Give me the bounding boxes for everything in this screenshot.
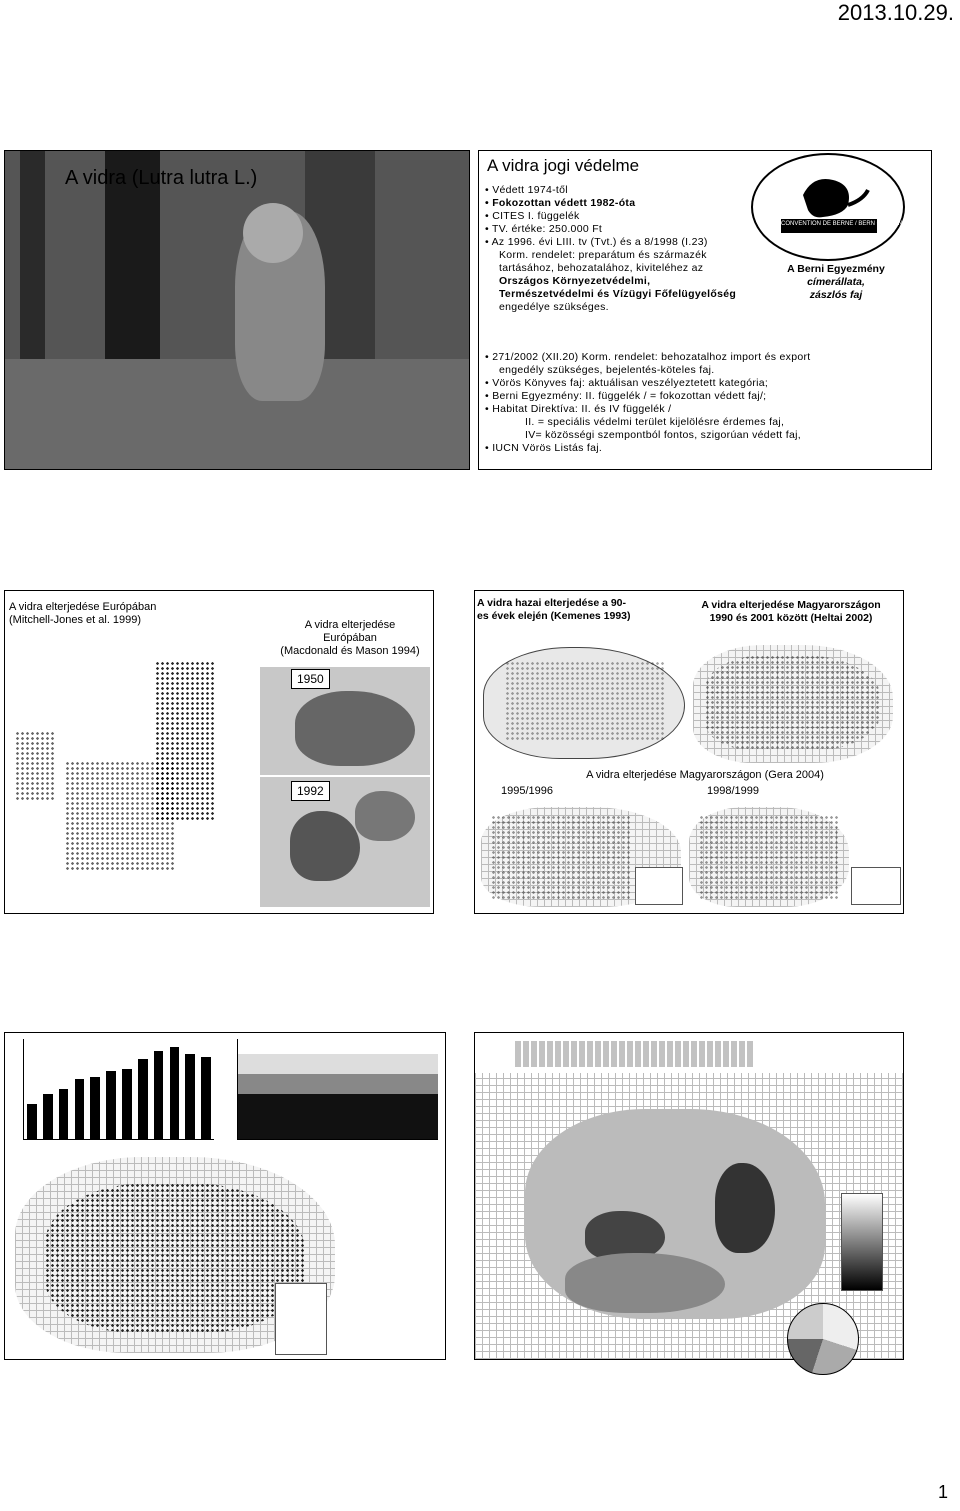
chart-header xyxy=(515,1041,755,1067)
bullet-line: engedélye szükséges. xyxy=(499,301,609,313)
bar xyxy=(106,1071,116,1139)
bullet-line: Országos Környezetvédelmi, xyxy=(499,275,651,287)
hungary-occurrence-dots xyxy=(505,661,665,741)
bullet-line: Korm. rendelet: preparátum és származék xyxy=(499,249,707,261)
period-label-2: 1998/1999 xyxy=(707,785,759,797)
hungary-caption-3: A vidra elterjedése Magyarországon (Gera 2004) xyxy=(586,769,824,781)
range-area xyxy=(355,791,415,841)
bar-chart xyxy=(23,1039,214,1140)
survey-occurrence-dots xyxy=(45,1183,305,1333)
bullet-list-2 xyxy=(485,351,925,455)
bullet-list xyxy=(485,184,755,314)
europe-caption-1 xyxy=(9,601,239,627)
hungary-caption-2 xyxy=(681,599,901,625)
otter-photo-slide xyxy=(4,150,470,470)
logo-text: CONVENTION DE BERNE / BERN CONVENTION xyxy=(781,221,917,227)
europe-occurrence-dots xyxy=(65,761,175,871)
density-hotspot xyxy=(715,1163,775,1253)
caption-line: A vidra elterjedése xyxy=(304,619,396,631)
hungary-caption-1 xyxy=(477,597,677,623)
bullet-item: • CITES I. függelék xyxy=(485,210,755,223)
bullet-line: engedély szükséges, bejelentés-köteles faj. xyxy=(499,364,715,376)
period-label-1: 1995/1996 xyxy=(501,785,553,797)
otter-logo-icon xyxy=(753,155,917,259)
forest-floor xyxy=(5,359,469,469)
bullet-line: II. = speciális védelmi terület kijelölésre érdemes faj, xyxy=(525,416,785,428)
caption-line: Európában xyxy=(323,632,377,644)
bar-series xyxy=(24,1039,214,1139)
year-label-1992: 1992 xyxy=(291,781,330,801)
bullet-item: • TV. értéke: 250.000 Ft xyxy=(485,223,755,236)
hungary-distribution-slide xyxy=(474,590,904,914)
bar xyxy=(170,1047,180,1139)
slide-title: A vidra jogi védelme xyxy=(487,156,640,175)
europe-occurrence-dots xyxy=(15,731,55,801)
map-legend xyxy=(851,867,901,905)
europe-caption-2 xyxy=(267,619,433,658)
bullet-line: tartásához, behozatalához, kiviteléhez az xyxy=(499,262,704,274)
density-area xyxy=(565,1253,725,1313)
bullet-line: IV= közösségi szempontból fontos, szigorúan védett faj, xyxy=(525,429,801,441)
hungary-occurrence-dots xyxy=(705,655,881,751)
bar xyxy=(201,1057,211,1139)
caption-line: (Mitchell-Jones et al. 1999) xyxy=(9,614,142,626)
stacked-area-mid xyxy=(238,1074,438,1094)
bullet-line: Természetvédelmi és Vízügyi Főfelügyelőség xyxy=(499,288,737,300)
caption-line: A vidra hazai elterjedése a 90- xyxy=(477,597,627,609)
map-legend xyxy=(635,867,683,905)
range-area xyxy=(290,811,360,881)
bar xyxy=(138,1059,148,1139)
bar xyxy=(90,1077,100,1139)
page-number: 1 xyxy=(937,1482,948,1502)
bullet-item: • Az 1996. évi LIII. tv (Tvt.) és a 8/1998 (I.23) xyxy=(485,236,755,249)
range-area xyxy=(295,691,415,766)
bullet-item: • Habitat Direktíva: II. és IV függelék / xyxy=(485,403,925,416)
bar xyxy=(59,1089,69,1139)
caption-line: A vidra elterjedése Magyarországon xyxy=(701,599,881,611)
caption-line: A vidra elterjedése Európában xyxy=(9,601,157,613)
bullet-item: • Berni Egyezmény: II. függelék / = fokozottan védett faj/; xyxy=(485,390,925,403)
europe-distribution-slide xyxy=(4,590,434,914)
stacked-area-light xyxy=(238,1054,438,1074)
slide-title: A vidra (Lutra lutra L.) xyxy=(65,167,258,189)
stacked-chart xyxy=(237,1039,438,1140)
caption-line: es évek elején (Kemenes 1993) xyxy=(477,610,631,622)
bullet-item: • Védett 1974-től xyxy=(485,184,755,197)
caption-line: címerállata, xyxy=(807,276,865,288)
stacked-area-dark xyxy=(238,1094,438,1139)
bullet-item: • 271/2002 (XII.20) Korm. rendelet: behozatalhoz import és export xyxy=(485,351,925,364)
density-legend xyxy=(841,1193,883,1291)
date-header: 2013.10.29. xyxy=(837,0,954,25)
bern-convention-logo xyxy=(751,153,917,261)
bullet-item: • Fokozottan védett 1982-óta xyxy=(485,197,755,210)
pie-chart xyxy=(787,1303,859,1375)
caption-line: A Berni Egyezmény xyxy=(787,263,885,275)
caption-line: zászlós faj xyxy=(809,289,863,301)
caption-line: 1990 és 2001 között (Heltai 2002) xyxy=(709,612,873,624)
map-legend xyxy=(275,1283,327,1355)
bar xyxy=(122,1069,132,1139)
year-label-1950: 1950 xyxy=(291,669,330,689)
bar xyxy=(75,1079,85,1139)
caption-line: (Macdonald és Mason 1994) xyxy=(280,645,420,657)
hungary-occurrence-dots xyxy=(491,815,631,899)
bar xyxy=(154,1051,164,1139)
otter-head xyxy=(243,203,303,263)
density-map-slide xyxy=(474,1032,904,1360)
bullet-item: • Vörös Könyves faj: aktuálisan veszélyeztetett kategória; xyxy=(485,377,925,390)
bar xyxy=(185,1054,195,1139)
survey-results-slide xyxy=(4,1032,446,1360)
bullet-item: • IUCN Vörös Listás faj. xyxy=(485,442,925,455)
bar xyxy=(27,1104,37,1139)
berne-caption xyxy=(761,263,911,302)
hungary-occurrence-dots xyxy=(699,815,839,899)
bar xyxy=(43,1094,53,1139)
legal-protection-slide xyxy=(478,150,932,470)
